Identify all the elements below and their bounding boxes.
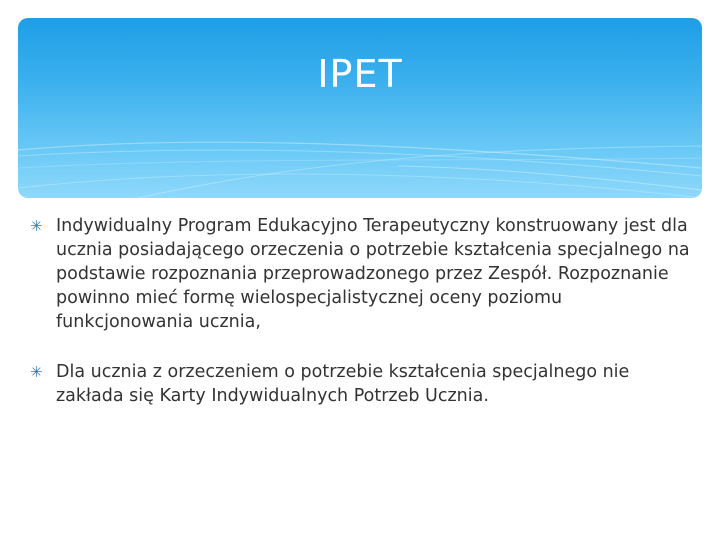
asterisk-bullet-icon: ✳ <box>30 217 43 235</box>
bullet-item <box>30 360 700 408</box>
bullet-list <box>30 214 700 408</box>
bullet-text: Dla ucznia z orzeczeniem o potrzebie kształcenia specjalnego nie zakłada się Karty Indywidualnych Potrzeb Ucznia. <box>56 362 630 406</box>
bullet-item <box>30 214 700 334</box>
banner-wave-decoration <box>18 18 702 198</box>
slide-title: IPET <box>317 52 403 96</box>
title-banner <box>18 18 702 198</box>
bullet-text: Indywidualny Program Edukacyjno Terapeutyczny konstruowany jest dla ucznia posiadającego orzeczenia o potrzebie kształcenia specjalnego na podstawie rozpoznania przeprowadzonego przez Zespół. Rozpoznanie powinno mieć formę wielospecjalistycznej oceny poziomu funkcjonowania ucznia, <box>56 216 690 332</box>
asterisk-bullet-icon: ✳ <box>30 363 43 381</box>
